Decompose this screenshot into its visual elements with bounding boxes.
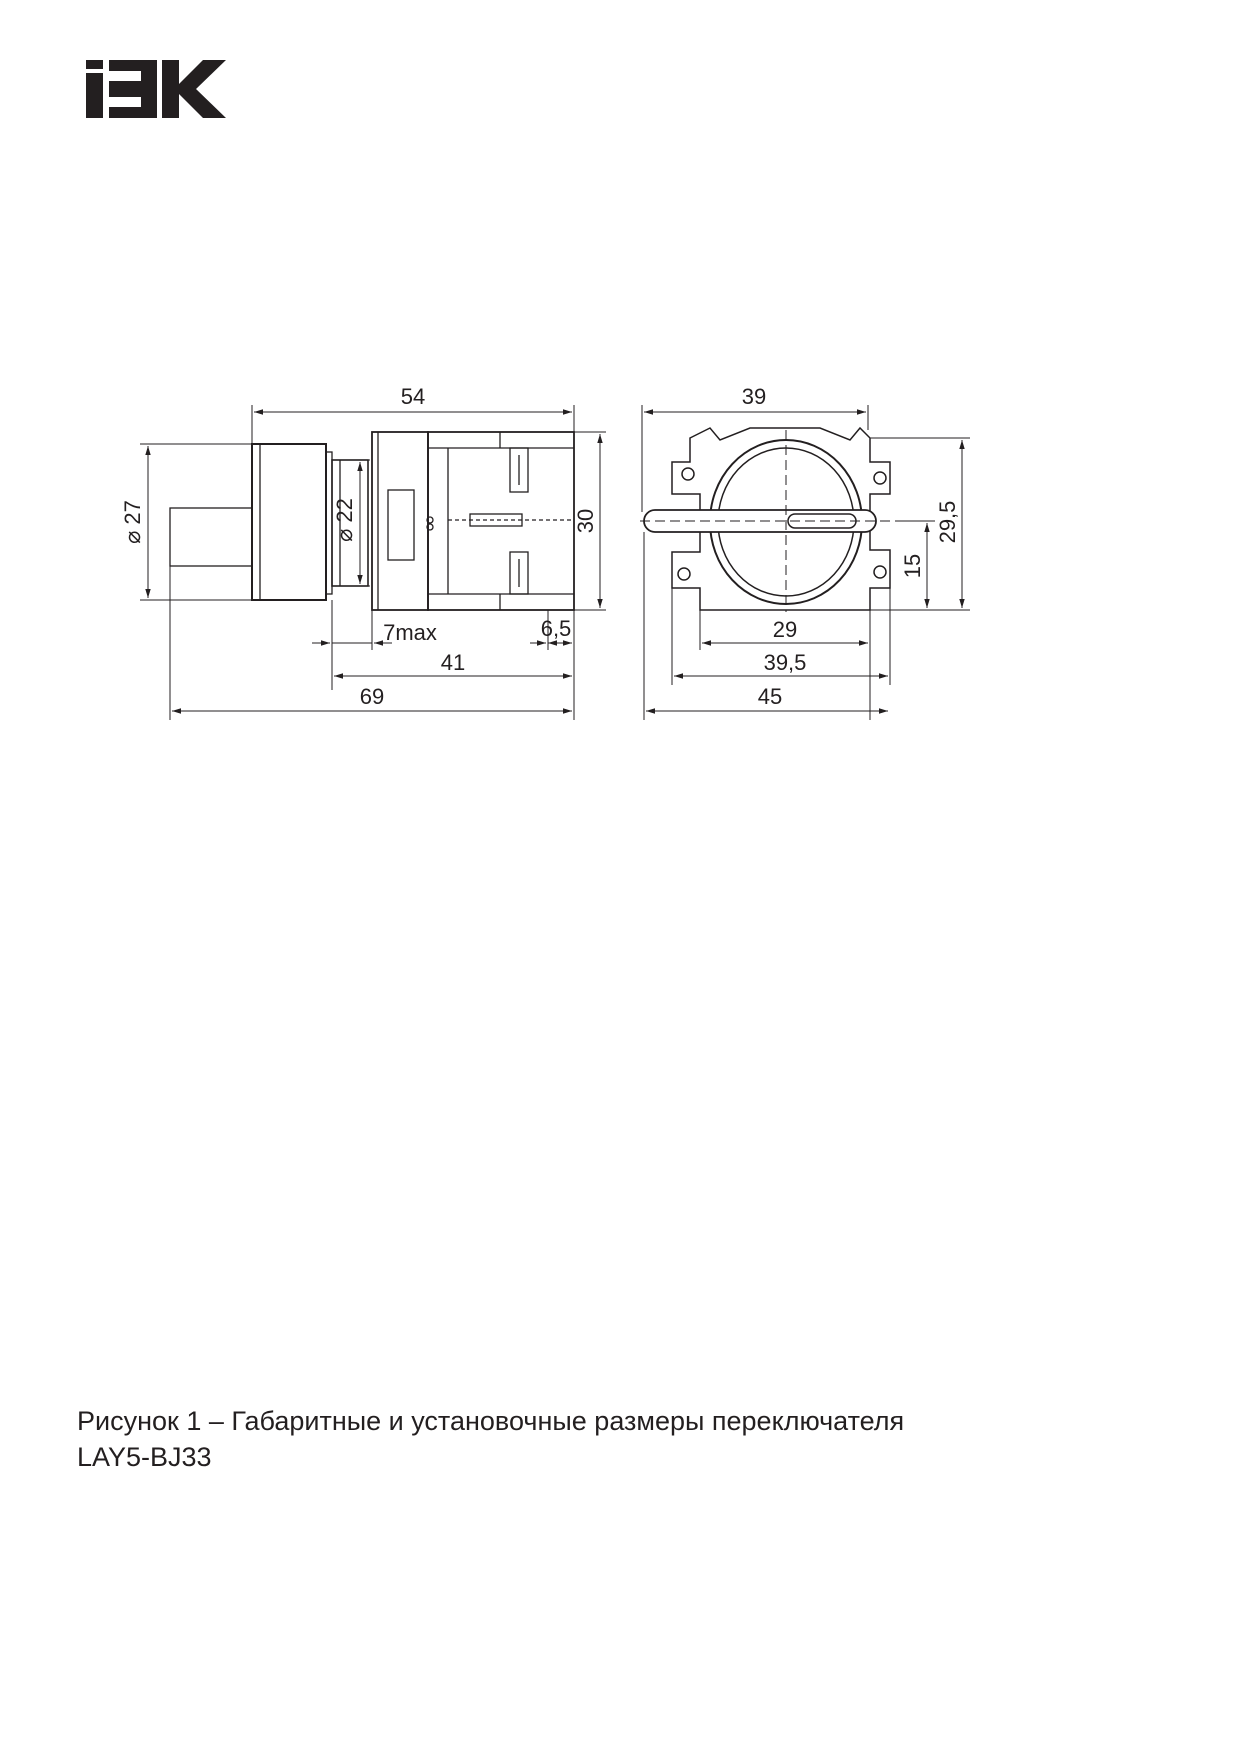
caption-line-2: LAY5-BJ33	[77, 1442, 212, 1472]
figure-caption	[77, 1403, 1077, 1475]
dim-6-5: 6,5	[540, 616, 572, 641]
dim-30: 30	[573, 508, 598, 534]
dim-41: 41	[440, 650, 466, 675]
dim-29: 29	[772, 617, 798, 642]
front-view	[640, 428, 935, 612]
dim-knob-diameter: ⌀ 27	[120, 500, 145, 544]
dim-bezel-diameter: ⌀ 22	[332, 498, 357, 542]
dim-54: 54	[400, 384, 426, 409]
knob-shaft	[170, 508, 252, 566]
side-view	[170, 432, 574, 610]
dim-39: 39	[741, 384, 767, 409]
caption-line-1: Рисунок 1 – Габаритные и установочные размеры переключателя	[77, 1406, 905, 1436]
technical-drawing	[0, 0, 1241, 800]
contact-block	[428, 432, 574, 610]
dim-7max: 7max	[383, 620, 437, 645]
housing	[372, 432, 428, 610]
knob-body	[252, 444, 326, 600]
dim-15: 15	[900, 553, 925, 579]
dim-69: 69	[359, 684, 385, 709]
dim-39-5: 39,5	[763, 650, 807, 675]
dim-45: 45	[757, 684, 783, 709]
dim-29-5: 29,5	[935, 500, 960, 544]
side-dimension-lines	[140, 405, 606, 720]
